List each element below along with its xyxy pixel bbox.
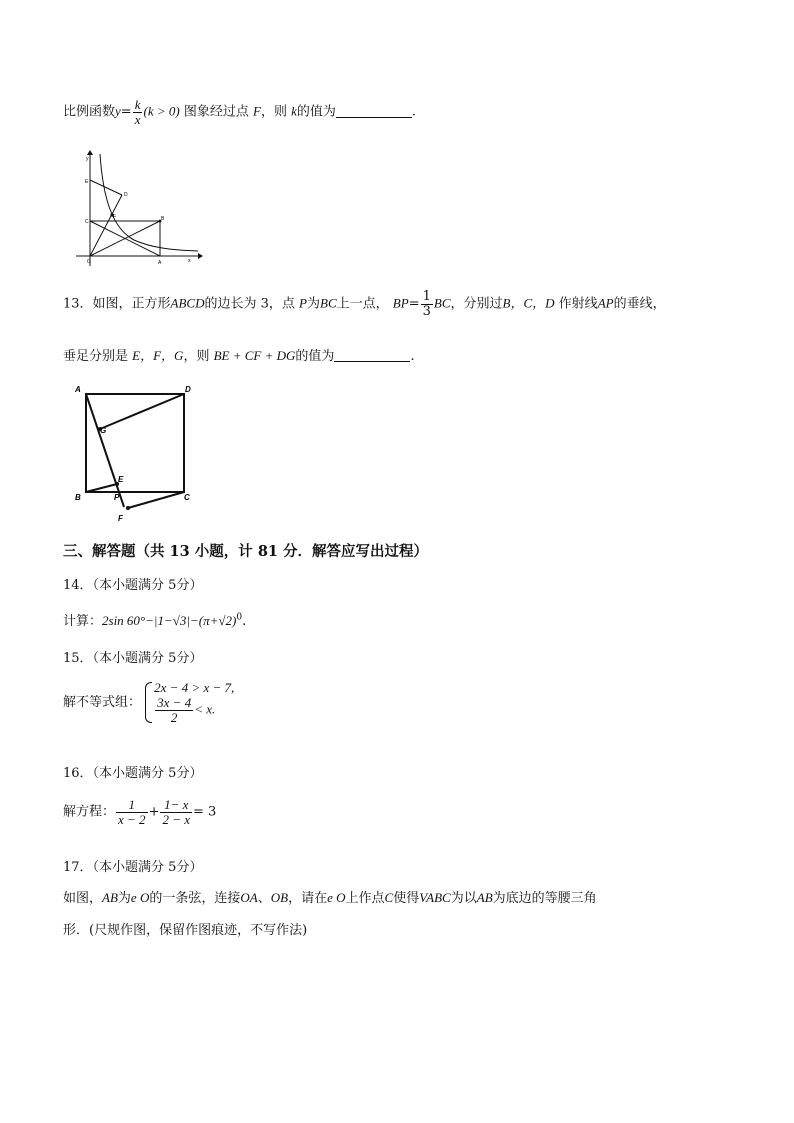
q17-header: 17．（本小题满分 5分） xyxy=(63,860,203,875)
q17-line2: 形．(尺规作图，保留作图痕迹，不写作法) xyxy=(63,923,308,938)
q13-answer-blank xyxy=(334,347,410,362)
q17-line1 xyxy=(63,887,597,906)
q17-OB: OB xyxy=(270,890,289,905)
q13-seg-BE xyxy=(86,484,117,492)
q12-point: F xyxy=(252,103,261,119)
q12-seg-ED xyxy=(90,180,122,195)
q16-plus: + xyxy=(148,804,160,820)
q13-expression: BE + CF + DG xyxy=(213,348,296,363)
q17-point-C: C xyxy=(384,890,394,905)
q13-BC: BC xyxy=(433,295,451,311)
q14-exponent: 0 xyxy=(236,612,243,623)
q16-f2-den: 2 − x xyxy=(162,811,191,827)
q12-seg-OD xyxy=(90,195,122,256)
q13-label-B: B xyxy=(75,493,81,502)
q13-text-b: 的边长为 3，点 xyxy=(204,296,295,312)
q12-then: ，则 xyxy=(260,104,287,120)
q13-BP: BP xyxy=(392,295,409,311)
q13-text-i: ，则 xyxy=(183,349,210,364)
q17-OA: OA xyxy=(240,890,258,905)
q12-eq: = xyxy=(120,104,132,120)
q13-text-j: 的值为 xyxy=(295,349,335,364)
q17-circle-2: e O xyxy=(327,890,346,905)
q15-inequality-2 xyxy=(154,696,234,724)
q17-text-b: 为 xyxy=(117,891,131,906)
q13-feet: E，F，G xyxy=(132,348,184,363)
q14-expression: 2sin 60°−|1−√3|−(π+√2) xyxy=(102,613,237,628)
q13-text-a: 13．如图，正方形 xyxy=(63,296,171,312)
q15-inequality-2-rest: < x. xyxy=(194,701,216,717)
q17-circle-1: e O xyxy=(130,890,150,905)
q13-text-g: 的垂线， xyxy=(613,296,666,312)
q17-sep: 、 xyxy=(257,891,271,906)
q13-text-h: 垂足分别是 xyxy=(63,349,129,364)
q13-text-e: ，分别过 xyxy=(450,296,503,312)
q14-end: . xyxy=(242,614,247,629)
q13-square-name: ABCD xyxy=(170,295,205,311)
q12-frac-den: x xyxy=(134,111,141,127)
q12-answer-blank xyxy=(336,103,412,118)
q13-AP: AP xyxy=(597,295,614,311)
q15-system xyxy=(145,680,234,725)
q12-fraction xyxy=(133,98,143,126)
q13-text-c: 为 xyxy=(307,296,321,312)
q17-text-h: 为底边的等腰三角 xyxy=(492,891,597,906)
q13-frac-den: 3 xyxy=(422,303,431,319)
q12-mid: 图象经过点 xyxy=(183,104,249,120)
q15-frac-den: 2 xyxy=(170,709,178,725)
q12-k: k xyxy=(291,103,297,119)
q16-fraction-1 xyxy=(116,798,148,826)
q17-text-f: 使得 xyxy=(393,891,420,906)
q13-seg-DG xyxy=(100,394,184,429)
q16-f1-den: x − 2 xyxy=(118,811,146,827)
q12-y: y xyxy=(115,103,121,119)
q13-label-F: F xyxy=(118,514,123,523)
q12-suffix: 的值为 xyxy=(296,104,336,120)
q14-body xyxy=(63,610,246,629)
q13-line1 xyxy=(63,290,666,318)
q12-hyperbola xyxy=(100,154,198,251)
q12-label-F: F xyxy=(113,214,117,220)
q17-text-g: 为以 xyxy=(450,891,477,906)
q13-square xyxy=(86,394,184,492)
q16-f2-num: 1− x xyxy=(160,798,192,813)
q12-x-arrow xyxy=(198,253,203,259)
q17-AB-2: AB xyxy=(476,890,493,905)
q13-point-F xyxy=(126,506,130,510)
q13-seg-CF xyxy=(128,492,184,508)
q13-end: . xyxy=(410,349,415,364)
q16-body xyxy=(63,798,216,826)
section-3-heading: 三、解答题（共 13 小题，计 81 分．解答应写出过程） xyxy=(63,543,429,560)
q12-label-C: C xyxy=(85,219,89,225)
q17-triangle: VABC xyxy=(419,890,451,905)
q12-y-arrow xyxy=(87,150,93,155)
q13-point-P: P xyxy=(299,295,307,311)
q12-condition: (k > 0) xyxy=(143,103,180,119)
q13-text-f: 作射线 xyxy=(558,296,598,312)
q17-text-c: 的一条弦，连接 xyxy=(149,891,241,906)
q12-label-D: D xyxy=(124,192,128,198)
q16-header: 16．（本小题满分 5分） xyxy=(63,766,203,781)
q12-label-A: A xyxy=(158,260,162,266)
q12-label-B: B xyxy=(161,216,165,222)
q16-rhs: = 3 xyxy=(193,804,217,820)
q12-label-E: E xyxy=(85,179,89,185)
q15-body xyxy=(63,680,234,725)
q13-figure xyxy=(70,380,200,525)
q13-line2 xyxy=(63,345,415,364)
q12-frac-num: k xyxy=(134,97,141,112)
q13-points: B，C，D xyxy=(502,295,555,311)
q16-label: 解方程： xyxy=(63,804,116,820)
q17-text-a: 如图， xyxy=(63,891,103,906)
q13-fraction xyxy=(421,290,433,318)
q12-label-origin: O xyxy=(87,259,91,265)
q13-label-D: D xyxy=(185,385,191,394)
q15-inequality-1: 2x − 4 > x − 7, xyxy=(154,680,235,695)
q12-label-x: x xyxy=(188,258,191,264)
q15-header: 15．（本小题满分 5分） xyxy=(63,651,203,666)
q16-f1-num: 1 xyxy=(116,798,148,813)
q13-seg-BC: BC xyxy=(320,295,337,311)
q15-frac-num: 3x − 4 xyxy=(157,695,192,711)
q13-label-C: C xyxy=(184,493,190,502)
q15-brace xyxy=(145,682,152,723)
q12-prefix: 比例函数 xyxy=(63,104,116,120)
q13-label-E: E xyxy=(118,475,124,484)
q13-label-P: P xyxy=(114,493,120,502)
q12-figure xyxy=(72,148,204,270)
q12-label-y: y xyxy=(86,156,89,162)
q14-header: 14．（本小题满分 5分） xyxy=(63,578,203,593)
q12-text xyxy=(63,98,416,126)
q13-eq: = xyxy=(408,296,420,312)
q16-fraction-2 xyxy=(160,798,192,826)
q17-text-d: ，请在 xyxy=(288,891,328,906)
q13-label-A: A xyxy=(75,385,81,394)
q17-text-e: 上作点 xyxy=(345,891,385,906)
q13-text-d: 上一点， xyxy=(336,296,389,312)
q13-frac-num: 1 xyxy=(422,289,431,304)
q15-label: 解不等式组： xyxy=(63,694,142,710)
q12-end: . xyxy=(411,104,417,120)
q17-AB: AB xyxy=(102,890,118,905)
q14-label: 计算： xyxy=(63,614,103,629)
q15-fraction xyxy=(155,696,193,724)
q13-label-G: G xyxy=(100,426,107,435)
